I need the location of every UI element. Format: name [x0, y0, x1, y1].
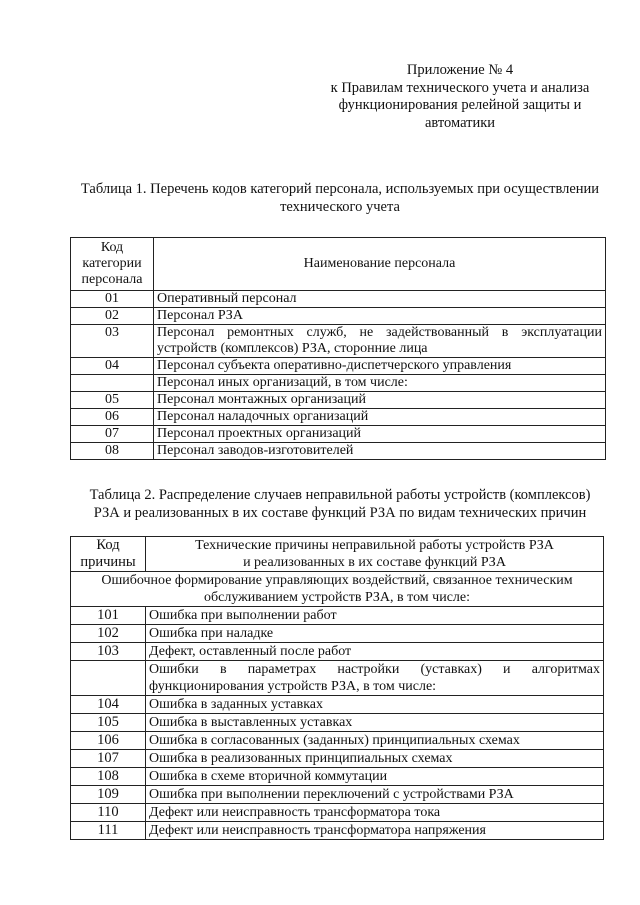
name-cell: Персонал проектных организаций: [154, 426, 606, 443]
code-cell: 06: [71, 409, 154, 426]
name-cell: Ошибка в заданных уставках: [146, 696, 604, 714]
table1-title-line: Таблица 1. Перечень кодов категорий персонала, используемых при осуществлении: [80, 181, 600, 197]
subsection-row: [71, 661, 604, 696]
name-cell: Дефект или неисправность трансформатора напряжения: [146, 822, 604, 840]
table2-title-line: РЗА и реализованных в их составе функций РЗА по видам технических причин: [93, 505, 587, 521]
table-row: [71, 375, 606, 392]
code-cell: 106: [71, 732, 146, 750]
code-cell: 108: [71, 768, 146, 786]
header-name-cell: [146, 537, 604, 572]
code-cell: 101: [71, 607, 146, 625]
name-cell: Персонал монтажных организаций: [154, 392, 606, 409]
name-cell: Персонал наладочных организаций: [154, 409, 606, 426]
code-cell: 08: [71, 443, 154, 460]
table-row: [71, 291, 606, 308]
header-code-line: Код: [100, 240, 124, 255]
code-cell: [71, 661, 146, 696]
table-row: [71, 358, 606, 375]
code-cell: 01: [71, 291, 154, 308]
name-cell: Персонал ремонтных служб, не задействованный в эксплуатации устройств (комплексов) РЗА, сторонние лица: [154, 325, 606, 358]
table-row: [71, 714, 604, 732]
header-name-line: и реализованных в их составе функций РЗА: [243, 555, 506, 570]
code-cell: 103: [71, 643, 146, 661]
code-cell: 105: [71, 714, 146, 732]
table-row: [71, 409, 606, 426]
name-cell: Ошибка в схеме вторичной коммутации: [146, 768, 604, 786]
table-row: [71, 607, 604, 625]
subsection-line: функционирования устройств РЗА, в том числе:: [149, 679, 437, 694]
section-cell: [71, 572, 604, 607]
table-row: [71, 643, 604, 661]
name-cell: Дефект или неисправность трансформатора тока: [146, 804, 604, 822]
code-cell: 109: [71, 786, 146, 804]
table1-title: [60, 180, 620, 216]
code-cell: 03: [71, 325, 154, 358]
table-row: [71, 308, 606, 325]
header-name-cell: Наименование персонала: [154, 238, 606, 291]
table2-title: [60, 486, 620, 522]
table-row: [71, 325, 606, 358]
header-code-line: причины: [80, 554, 136, 570]
name-cell: Оперативный персонал: [154, 291, 606, 308]
technical-causes-table: [70, 536, 604, 840]
name-cell: Ошибка в согласованных (заданных) принципиальных схемах: [146, 732, 604, 750]
code-cell: 02: [71, 308, 154, 325]
section-line: обслуживанием устройств РЗА, в том числе:: [204, 590, 470, 605]
table-row: [71, 768, 604, 786]
table-row: [71, 696, 604, 714]
code-cell: 04: [71, 358, 154, 375]
table-row: [71, 750, 604, 768]
code-cell: 07: [71, 426, 154, 443]
table1-title-line: технического учета: [280, 199, 400, 215]
table2-title-line: Таблица 2. Распределение случаев неправильной работы устройств (комплексов): [89, 487, 591, 503]
name-cell: Ошибка при выполнении переключений с устройствами РЗА: [146, 786, 604, 804]
name-cell: Ошибка при наладке: [146, 625, 604, 643]
section-line: Ошибочное формирование управляющих воздействий, связанное техническим: [101, 573, 573, 588]
table-row: [71, 804, 604, 822]
name-cell: Дефект, оставленный после работ: [146, 643, 604, 661]
appendix-line: функционирования релейной защиты и: [338, 97, 582, 113]
subsection-line: Ошибки в параметрах настройки (уставках) и алгоритмах: [149, 662, 600, 677]
table-row: [71, 443, 606, 460]
name-cell: Персонал РЗА: [154, 308, 606, 325]
code-cell: 111: [71, 822, 146, 840]
name-cell: Ошибка в реализованных принципиальных схемах: [146, 750, 604, 768]
table-row: [71, 732, 604, 750]
table-row: [71, 822, 604, 840]
appendix-line: Приложение № 4: [406, 62, 514, 78]
name-cell: Персонал субъекта оперативно-диспетчерского управления: [154, 358, 606, 375]
subsection-cell: [146, 661, 604, 696]
name-cell: Ошибка при выполнении работ: [146, 607, 604, 625]
table-row: [71, 392, 606, 409]
table-row: [71, 426, 606, 443]
table-header-row: [71, 537, 604, 572]
header-name-line: Технические причины неправильной работы устройств РЗА: [195, 538, 554, 553]
header-code-line: Код: [96, 537, 120, 553]
appendix-line: к Правилам технического учета и анализа: [330, 79, 590, 96]
code-cell: 110: [71, 804, 146, 822]
name-cell: Ошибка в выставленных уставках: [146, 714, 604, 732]
code-cell: [71, 375, 154, 392]
table-header-row: [71, 238, 606, 291]
code-cell: 102: [71, 625, 146, 643]
section-row: [71, 572, 604, 607]
table-row: [71, 786, 604, 804]
code-cell: 05: [71, 392, 154, 409]
appendix-line: автоматики: [424, 114, 496, 131]
header-code-line: категории: [82, 256, 142, 271]
header-code-line: персонала: [81, 272, 143, 287]
header-code-cell: [71, 238, 154, 291]
name-cell: Персонал заводов-изготовителей: [154, 443, 606, 460]
table-row: [71, 625, 604, 643]
appendix-heading: [300, 62, 620, 132]
header-code-cell: [71, 537, 146, 572]
code-cell: 107: [71, 750, 146, 768]
name-cell: Персонал иных организаций, в том числе:: [154, 375, 606, 392]
personnel-codes-table: [70, 237, 606, 460]
code-cell: 104: [71, 696, 146, 714]
